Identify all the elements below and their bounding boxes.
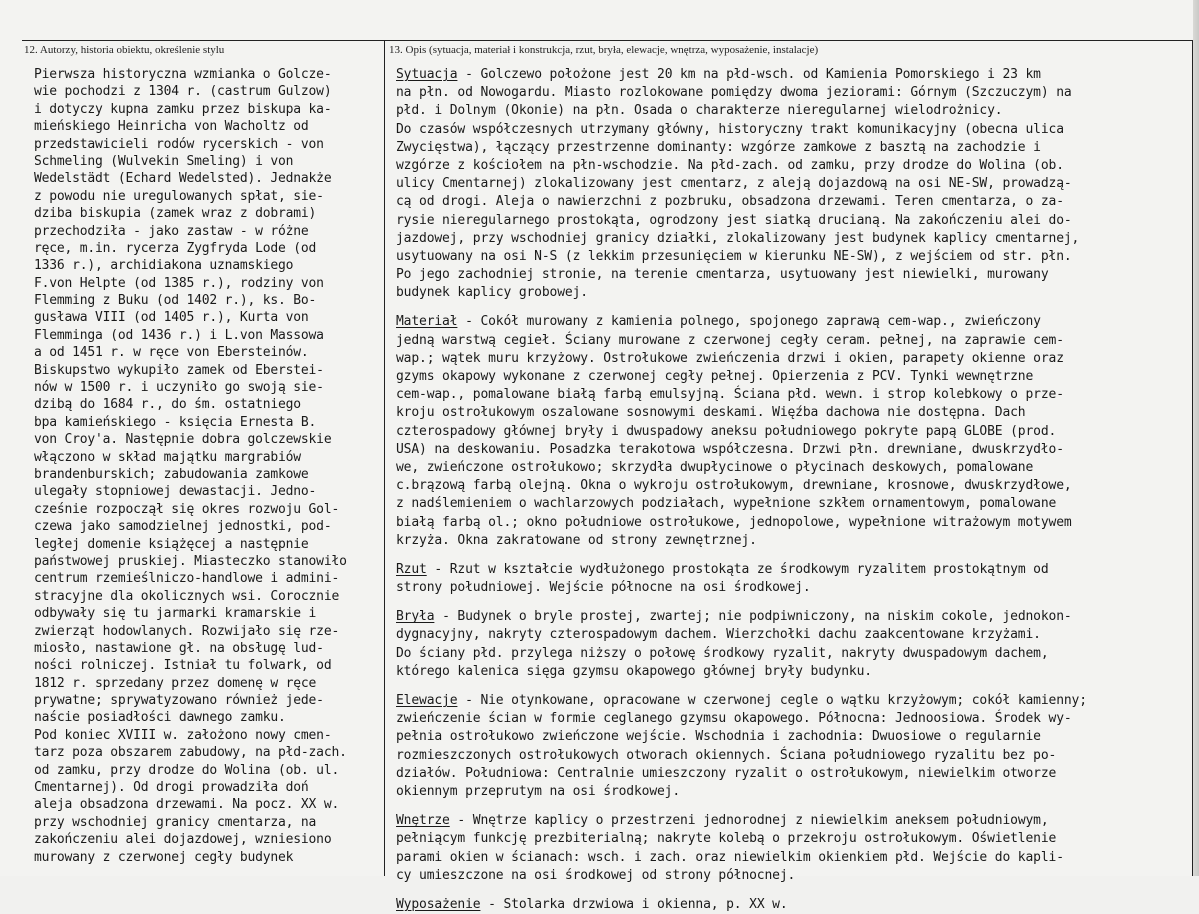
section-gap <box>396 550 1190 561</box>
right-column-header: 13. Opis (sytuacja, materiał i konstrukcja, rzut, bryła, elewacje, wnętrza, wyposażenie, instalacje) <box>389 44 819 56</box>
section-first-line <box>396 896 1190 914</box>
history-line: dziba biskupia (zamek wraz z dobrami) <box>34 206 317 222</box>
history-line: zwierząt hodowlanych. Rozwijało się rze- <box>34 623 340 639</box>
section-line: Po jego zachodniej stronie, na terenie cmentarza, usytuowany jest niewielki, murowany <box>396 267 1049 283</box>
history-line: państwowej pruskiej. Miasteczko stanowiło <box>34 553 347 569</box>
history-line: włączono w skład majątku margrabiów <box>34 449 301 465</box>
history-line: 1812 r. sprzedany przez domenę w ręce <box>34 675 317 691</box>
history-line: gusława VIII (od 1405 r.), Kurta von <box>34 310 309 326</box>
section-bryła <box>396 608 1190 681</box>
section-gap <box>396 801 1190 812</box>
section-line: gzyms okapowy wykonane z czerwonej cegły pełnej. Opierzenia z PCV. Tynki wewnętrzne <box>396 369 1034 384</box>
section-line: Do ściany płd. przylega niższy o połowę środkowy ryzalit, nakryty dwuspadowym dachem, <box>396 645 1049 661</box>
section-line: Do czasów współczesnych utrzymany główny, historyczny trakt komunikacyjny (obecna ulica <box>396 121 1064 137</box>
section-line: pełnia ostrołukowo zwieńczone wejście. Wschodnia i zachodnia: Dwuosiowe o regularnie <box>396 729 1041 745</box>
section-heading: Sytuacja <box>396 67 458 82</box>
history-line: przechodziła - jako zastaw - w różne <box>34 223 309 239</box>
history-line: miosło, nastawione gł. na obsługę lud- <box>34 640 324 656</box>
section-wyposażenie <box>396 896 1190 914</box>
section-line: białą farbą ol.; okno południowe ostrołukowe, jednopolowe, wypełnione witrażowym motywem <box>396 514 1072 530</box>
section-heading: Materiał <box>396 314 458 330</box>
section-line: usytuowany na osi N-S (z lekkim przesunięciem w kierunku NE-SW), z wejściem od str. płn. <box>396 248 1072 264</box>
section-line: strony południowej. Wejście północne na osi środkowej. <box>396 580 811 596</box>
history-line: von Croy'a. Następnie dobra golczewskie <box>34 432 332 448</box>
section-heading: Wyposażenie <box>396 896 481 912</box>
section-text: - Stolarka drzwiowa i okienna, p. XX w. <box>480 896 788 912</box>
history-line: odbywały się tu jarmarki kramarskie i <box>34 606 317 622</box>
section-line: kroju ostrołukowym oszalowane sosnowymi deskami. Więźba dachowa nie dostępna. Dach <box>396 405 1026 421</box>
history-line: mieńskiego Heinricha von Wacholtz od <box>34 119 309 135</box>
section-line: rysie nieregularnego prostokąta, ogrodzony jest siatką drucianą. Na zakończeniu alei do- <box>396 212 1072 228</box>
history-line: Flemming z Buku (od 1402 r.), ks. Bo- <box>34 293 317 309</box>
history-line: z powodu nie uregulowanych spłat, sie- <box>34 188 324 204</box>
history-line: wie pochodzi z 1304 r. (castrum Gulzow) <box>34 84 332 100</box>
section-line: rozmieszczonych ostrołukowych otworach okiennych. Ściana południowego ryzalitu bez po- <box>396 747 1057 763</box>
section-line: którego kalenica sięga gzymsu okapowego głównej bryły budynku. <box>396 663 872 679</box>
section-line: na płn. od Nowogardu. Miasto rozlokowane pomiędzy dwoma jeziorami: Górnym (Szczuczym) na <box>396 85 1072 101</box>
section-text: - Rzut w kształcie wydłużonego prostokąta ze środkowym ryzalitem prostokątnym od <box>426 561 1049 577</box>
history-line: murowany z czerwonej cegły budynek <box>34 849 294 865</box>
history-line: brandenburskich; zabudowania zamkowe <box>34 466 309 482</box>
section-line: parami okien w ścianach: wsch. i zach. oraz niewielkim okienkiem płd. Wejście do kapli- <box>396 849 1064 865</box>
section-line: wap.; wątek muru krzyżowy. Ostrołukowe zwieńczenia drzwi i okien, parapety okienne oraz <box>396 350 1064 366</box>
history-line: 1336 r.), archidiakona uznamskiego <box>34 258 294 274</box>
section-line: z nadślemieniem o wachlarzowych podziałach, wypełnione szkłem ornamentowym, pomalowane <box>396 496 1057 512</box>
section-line: zwieńczenie ścian w formie ceglanego gzymsu okapowego. Północna: Jednoosiowa. Środek wy- <box>396 711 1072 727</box>
section-line: wzgórze z kościołem na płn-wschodzie. Na płd-zach. od zamku, przy drodze do Wolina (ob. <box>396 157 1064 173</box>
section-first-line <box>396 608 1190 626</box>
section-line: budynek kaplicy grobowej. <box>396 285 588 301</box>
section-line: czterospadowy głównej bryły i dwuspadowy aneksu południowego pokryte papą GLOBE (prod. <box>396 423 1057 439</box>
history-line: zakończeniu alei dojazdowej, wzniesiono <box>34 832 332 848</box>
history-line: bpa kamieńskiego - księcia Ernesta B. <box>34 414 317 430</box>
section-text: - Wnętrze kaplicy o przestrzeni jednorodnej z niewielkim aneksem południowym, <box>449 813 1049 829</box>
section-line: cem-wap., pomalowane białą farbą emulsyjną. Ściana płd. wewn. i strop kolebkowy o prze- <box>396 387 1064 403</box>
section-heading: Wnętrze <box>396 813 450 829</box>
section-elewacje <box>396 692 1190 801</box>
section-line: działów. Południowa: Centralnie umieszczony ryzalit o ostrołukowym, niewielkim otworze <box>396 765 1057 781</box>
history-line: dzibą do 1684 r., do śm. ostatniego <box>34 397 301 413</box>
history-line: cześnie rozpoczął się okres rozwoju Gol- <box>34 501 340 517</box>
section-line: krzyża. Okna zakratowane od strony zewnętrznej. <box>396 532 757 548</box>
section-first-line <box>396 812 1190 830</box>
history-line: ległej domenie książęcej a następnie <box>34 536 309 552</box>
history-line: Pierwsza historyczna wzmianka o Golcze- <box>34 67 332 82</box>
history-line: nów w 1500 r. i uczyniło go swoją sie- <box>34 380 324 396</box>
history-line: od zamku, przy drodze do Wolina (ob. ul. <box>34 762 340 778</box>
column-divider <box>384 40 385 876</box>
section-gap <box>396 597 1190 608</box>
history-line: przedstawicieli rodów rycerskich - von <box>34 136 324 152</box>
section-text: - Cokół murowany z kamienia polnego, spojonego zaprawą cem-wap., zwieńczony <box>457 314 1041 330</box>
history-line: prywatne; sprywatyzowano również jede- <box>34 693 324 709</box>
section-gap <box>396 885 1190 896</box>
history-line: Cmentarnej). Od drogi prowadziła doń <box>34 780 309 796</box>
section-line: okiennym przeprutym na osi środkowej. <box>396 783 681 799</box>
history-line: tarz poza obszarem zabudowy, na płd-zach. <box>34 745 347 761</box>
section-line: c.brązową farbą olejną. Okna o wykroju ostrołukowym, drewniane, krosnowe, dwuskrzydłowe, <box>396 478 1072 494</box>
section-sytuacja <box>396 66 1190 302</box>
history-line: Schmeling (Wulvekin Smeling) i von <box>34 153 294 169</box>
section-text: - Nie otynkowane, opracowane w czerwonej cegle o wątku krzyżowym; cokół kamienny; <box>457 693 1087 708</box>
section-heading: Elewacje <box>396 693 458 708</box>
history-line: F.von Helpte (od 1385 r.), rodziny von <box>34 275 324 291</box>
history-line: Biskupstwo wykupiło zamek od Eberstei- <box>34 362 324 378</box>
section-line: jedną warstwą cegieł. Ściany murowane z czerwonej cegły ceram. pełnej, na zaprawie cem- <box>396 332 1064 348</box>
history-line: ręce, m.in. rycerza Zygfryda Lode (od <box>34 240 317 256</box>
section-first-line <box>396 692 1190 710</box>
section-line: cy umieszczone na osi środkowej od strony północnej. <box>396 867 796 883</box>
section-first-line <box>396 313 1190 331</box>
section-gap <box>396 302 1190 313</box>
section-heading: Bryła <box>396 609 435 625</box>
section-first-line <box>396 561 1190 579</box>
history-line: Flemminga (od 1436 r.) i L.von Massowa <box>34 327 324 343</box>
section-line: dygnacyjny, nakryty czterospadowym dachem. Wierzchołki dachu zaakcentowane krzyżami. <box>396 627 1041 643</box>
history-line: Wedelstädt (Echard Wedelsted). Jednakże <box>34 171 332 187</box>
section-materiał <box>396 313 1190 549</box>
history-line: ulegały stopniowej dewastacji. Jedno- <box>34 484 317 500</box>
section-line: płd. i Dolnym (Okonie) na płn. Osada o charakterze nieregularnej wielodrożnicy. <box>396 103 1003 119</box>
history-line: centrum rzemieślniczo-handlowe i admini- <box>34 571 340 587</box>
section-line: cą od drogi. Aleja o nawierzchni z pozbruku, obsadzona drzewami. Teren cmentarza, o za- <box>396 194 1064 210</box>
section-rzut <box>396 561 1190 597</box>
section-line: Zwycięstwa), łączący przestrzenne dominanty: wzgórze zamkowe z basztą na zachodzie i <box>396 139 1041 155</box>
left-column-header: 12. Autorzy, historia obiektu, określenie stylu <box>24 44 225 56</box>
section-line: ulicy Cmentarnej) zlokalizowany jest cmentarz, z aleją dojazdową na osi NE-SW, prowadzą- <box>396 176 1072 192</box>
history-line: a od 1451 r. w ręce von Ebersteinów. <box>34 345 309 361</box>
history-column <box>34 66 382 866</box>
history-line: przy wschodniej granicy cmentarza, na <box>34 814 317 830</box>
description-column <box>396 66 1190 914</box>
section-wnętrze <box>396 812 1190 885</box>
history-line: Pod koniec XVIII w. założono nowy cmen- <box>34 727 332 743</box>
section-text: - Budynek o bryle prostej, zwartej; nie podpiwniczony, na niskim cokole, jednokon- <box>434 609 1072 625</box>
section-line: pełniącym funkcję prezbiterialną; nakryte kolebą o przekroju ostrołukowym. Oświetlenie <box>396 831 1057 847</box>
top-rule <box>22 40 1192 41</box>
scan-edge <box>1193 0 1199 876</box>
section-gap <box>396 681 1190 692</box>
history-line: i dotyczy kupna zamku przez biskupa ka- <box>34 101 332 117</box>
history-line: aleja obsadzona drzewami. Na pocz. XX w. <box>34 797 340 813</box>
section-text: - Golczewo położone jest 20 km na płd-wsch. od Kamienia Pomorskiego i 23 km <box>457 67 1041 82</box>
section-line: USA) na deskowaniu. Posadzka terakotowa współczesna. Drzwi płn. drewniane, dwuskrzydło- <box>396 441 1064 457</box>
history-line: ności rolniczej. Istniał tu folwark, od <box>34 658 332 674</box>
history-line: czewa jako samodzielnej jednostki, pod- <box>34 519 332 535</box>
section-line: jazdowej, przy wschodniej granicy działki, zlokalizowany jest budynek kaplicy cmentarnej, <box>396 230 1080 246</box>
section-heading: Rzut <box>396 561 427 577</box>
section-first-line <box>396 66 1190 84</box>
history-line: naście posiadłości dawnego zamku. <box>34 710 286 726</box>
section-line: we, zwieńczone ostrołukowo; skrzydła dwupłycinowe o płycinach deskowych, pomalowane <box>396 459 1034 475</box>
history-line: stracyjne dla okolicznych wsi. Corocznie <box>34 588 340 604</box>
